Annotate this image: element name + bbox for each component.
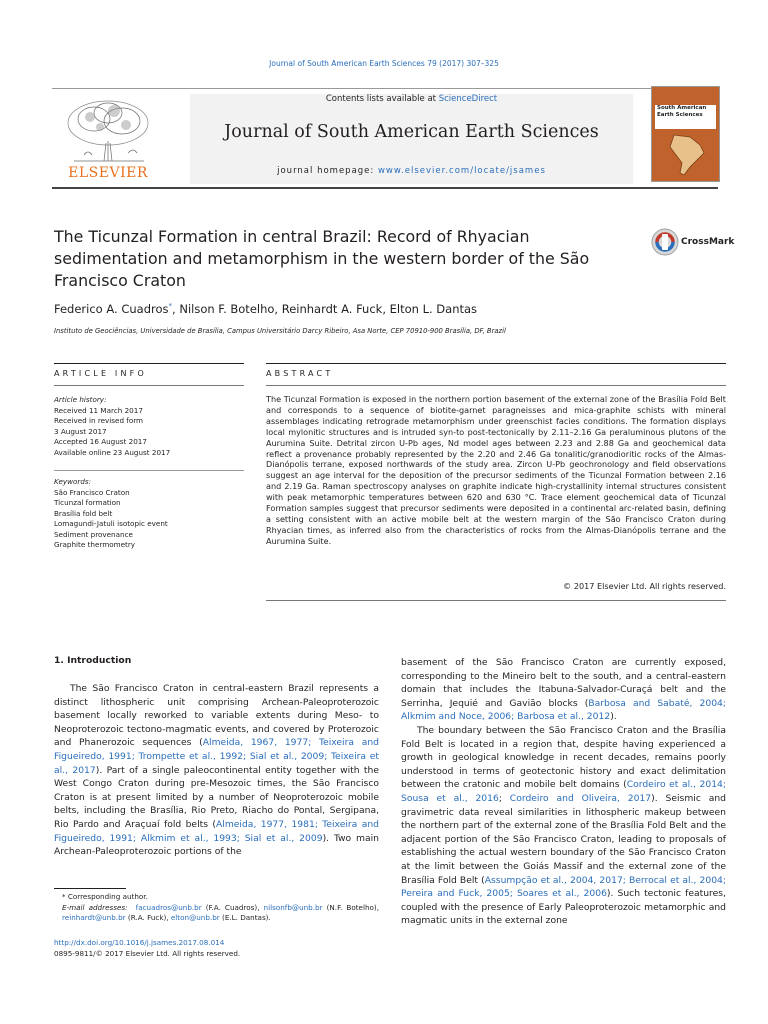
article-history [54, 395, 244, 458]
paragraph-text: The São Francisco Craton in central-eastern Brazil represents a distinct lithospheric unit comprising Archean-Paleoproterozoic basement locally reworked to variable extents during Meso- to Neoproterozoic tectono-magmatic events, and covered by Proterozoic and Phanerozoic sequences ( [54, 683, 379, 749]
abstract-copyright: © 2017 Elsevier Ltd. All rights reserved. [563, 581, 726, 591]
corresponding-author-note: * Corresponding author. [62, 892, 148, 901]
paragraph-text: basement of the São Francisco Craton are currently exposed, corresponding to the Mineiro belt to the south, and a central-eastern domain that includes the Itabuna-Salvador-Curaçá belt and the Serrinha, Jequié and Gavião blocks ( [401, 657, 726, 709]
keyword-item: São Francisco Craton [54, 487, 130, 497]
keywords-list [54, 477, 244, 551]
abstract-top-rule [266, 363, 726, 364]
email-link[interactable]: reinhardt@unb.br [62, 913, 126, 922]
keyword-item: Sediment provenance [54, 529, 133, 539]
doi-block [54, 938, 240, 959]
citation-link[interactable]: Cordeiro and Oliveira, 2017 [509, 792, 652, 804]
crossmark-badge[interactable] [651, 228, 741, 260]
body-column-right [401, 656, 726, 928]
paragraph-text: ). Two main Archean-Paleoproterozoic portions of the [54, 832, 379, 858]
email-link[interactable]: elton@unb.br [170, 913, 220, 922]
citation-link[interactable]: Assumpção et al., 2004, 2017; Berrocal et al., 2004; Pereira and Fuck, 2005; Soares et al., 2006 [401, 874, 727, 900]
abstract-body: The Ticunzal Formation is exposed in the northern portion basement of the external zone of the Brasília Fold Belt and corresponds to a sequence of biotite-garnet paragneisses and mica-graphite schists with mineral assemblages indicating retrograde metamorphism under greenschist facies conditions. The formation displays local mylonitic structures and is intruded syn-to post-tectonically by 2.11–2.16 Ga peraluminous plutons of the Aurumina Suite. Detrital zircon U-Pb ages, Nd model ages between 2.23 and 2.88 Ga and geochemical data reflect a provenance probably represented by the 2.20 and 2.46 Ga tonalitic/granodioritic rocks of the Almas-Dianópolis terrane, exposed northwards of the study area. Zircon U-Pb geochronology and field observations suggest an age interval for the deposition of the precursor sediments of the Ticunzal Formation between 2.16 and 2.19 Ga. Raman spectroscopy analyses on graphite indicate high-crystallinity internal structures consistent with peak metamorphic temperatures between 620 and 630 °C. Trace element geochemical data of Ticunzal Formation samples suggest that precursor sediments were deposited in a continental arc-related basin, defining a setting consistent with an active mobile belt at the western margin of the São Francisco Craton during Rhyacian times, as inferred also from the characteristics of rocks from the Almas-Dianópolis terrane and the Aurumina Suite. [266, 394, 726, 546]
corresponding-author-mark[interactable]: * [168, 302, 173, 311]
crossmark-icon [651, 228, 679, 256]
keywords-divider [54, 470, 244, 471]
author-name[interactable]: Reinhardt A. Fuck [281, 302, 383, 316]
keyword-item: Graphite thermometry [54, 540, 136, 549]
journal-citation-link[interactable]: Journal of South American Earth Sciences 79 (2017) 307–325 [269, 59, 499, 68]
abstract-sub-rule [266, 385, 726, 386]
doi-link[interactable]: http://dx.doi.org/10.1016/j.jsames.2017.08.014 [54, 938, 225, 947]
issn-copyright-line: 0895-9811/© 2017 Elsevier Ltd. All rights reserved. [54, 948, 241, 958]
paragraph-text: ; [498, 792, 510, 804]
keyword-item: Lomagundi-Jatuli isotopic event [54, 519, 168, 528]
journal-homepage-line [190, 166, 633, 176]
paragraph-text: ). [610, 711, 617, 723]
contents-availability-line [190, 94, 633, 104]
email-owner: (N.F. Botelho), [322, 902, 379, 912]
email-owner: (F.A. Cuadros), [201, 902, 264, 912]
abstract-heading: ABSTRACT [266, 369, 334, 378]
article-info-sub-rule [54, 385, 244, 386]
history-line: Available online 23 August 2017 [54, 447, 171, 457]
email-addresses [54, 903, 379, 924]
author-name[interactable]: Federico A. Cuadros [54, 302, 169, 316]
crossmark-label: CrossMark [681, 237, 735, 247]
author-name[interactable]: Elton L. Dantas [389, 302, 478, 316]
abstract-bottom-rule [266, 600, 726, 601]
body-paragraph [54, 682, 379, 859]
article-title: The Ticunzal Formation in central Brazil: Record of Rhyacian sedimentation and metamorphism in the western border of the São Francisco Craton [54, 227, 590, 290]
journal-title: Journal of South American Earth Sciences [224, 122, 599, 142]
body-paragraph [401, 724, 726, 928]
paragraph-text: ). Seismic and gravimetric data reveal similarities in lithospheric makeup between the northern part of the external zone of the Brasília Fold Belt and the adjacent portion of the São Francisco Craton, leading to proposals of establishing the actual western boundary of the São Francisco Craton at the limit between the Goiás Massif and the external zone of the Brasília Fold Belt ( [401, 792, 726, 886]
article-info-top-rule [54, 363, 244, 364]
journal-homepage-link[interactable]: www.elsevier.com/locate/jsames [377, 166, 546, 176]
header-bottom-rule [52, 187, 718, 189]
email-owner: (R.A. Fuck), [125, 913, 171, 922]
keywords-label: Keywords: [54, 477, 92, 486]
section-heading-introduction: 1. Introduction [54, 655, 132, 666]
email-link[interactable]: facuadros@unb.br [135, 902, 202, 912]
author-affiliation: Instituto de Geociências, Universidade de Brasília, Campus Universitário Darcy Ribeiro, Asa Norte, CEP 70910-900 Brasília, DF, Brazil [54, 327, 506, 335]
history-line: Accepted 16 August 2017 [54, 437, 147, 446]
history-label: Article history: [54, 395, 107, 404]
cover-title: South American Earth Sciences [657, 105, 707, 118]
header-top-rule [52, 88, 718, 89]
citation-link[interactable]: Cordeiro et al., 2014; Sousa et al., 2016 [401, 779, 726, 804]
history-line: Received 11 March 2017 [54, 405, 143, 415]
paragraph-text: The boundary between the São Francisco Craton and the Brasília Fold Belt is located in a region that, despite having experienced a growth in geological knowledge in recent decades, remains poorly understood in terms of geotectonic history and exact delimitation between the cratonic and mobile belt domains ( [401, 724, 726, 791]
email-owner: (E.L. Dantas). [219, 913, 271, 922]
body-paragraph [401, 656, 726, 724]
body-column-left [54, 682, 379, 859]
article-info-heading: ARTICLE INFO [54, 369, 147, 378]
citation-link[interactable]: Almeida, 1967, 1977; Teixeira and Figueiredo, 1991; Trompette et al., 1992; Sial et al., 2009; Teixeira et al., 2017 [54, 737, 380, 776]
elsevier-wordmark: ELSEVIER [68, 165, 148, 181]
history-line: Received in revised form [54, 416, 144, 425]
paragraph-text: ). Such tectonic features, coupled with the presence of Early Paleoproterozoic metamorphic and magmatic units in the external zone [401, 888, 726, 927]
citation-link[interactable]: Barbosa and Sabaté, 2004; Alkmim and Noce, 2006; Barbosa et al., 2012 [401, 697, 726, 723]
footnote-rule [54, 888, 126, 889]
email-label: E-mail addresses: [62, 902, 128, 912]
keyword-item: Ticunzal formation [54, 498, 121, 507]
homepage-prefix: journal homepage: [277, 166, 378, 176]
corresponding-author-footnote [54, 892, 379, 924]
sciencedirect-link[interactable]: ScienceDirect [438, 94, 498, 104]
email-link[interactable]: nilsonfb@unb.br [263, 902, 323, 912]
south-america-map-icon [660, 133, 710, 177]
author-name[interactable]: Nilson F. Botelho [179, 302, 275, 316]
contents-prefix: Contents lists available at [325, 94, 439, 104]
keyword-item: Brasília fold belt [54, 508, 113, 518]
paragraph-text: ). Part of a single paleocontinental entity together with the West Congo Craton during pre-Mesozoic times, the São Francisco Craton is at present limited by a number of Neoproterozoic mobile belts, including the Brasília, Rio Preto, Riacho do Pontal, Sergipana, Rio Pardo and Araçuaí fold belts ( [54, 764, 379, 830]
author-list: Federico A. Cuadros*, Nilson F. Botelho, Reinhardt A. Fuck, Elton L. Dantas [54, 302, 478, 316]
journal-cover-thumbnail[interactable] [651, 86, 720, 182]
history-line: 3 August 2017 [54, 426, 107, 436]
citation-link[interactable]: Almeida, 1977, 1981; Teixeira and Figueiredo, 1991; Alkmim et al., 1993; Sial et al., 2009 [54, 818, 379, 844]
